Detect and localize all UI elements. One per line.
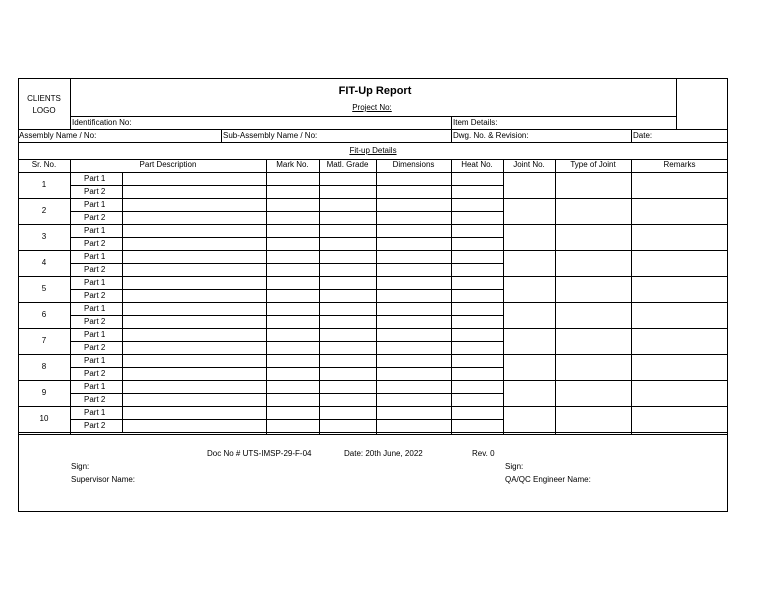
part-label: Part 2 — [84, 291, 106, 300]
assembly-name-label: Assembly Name / No: — [19, 131, 97, 140]
row-divider — [18, 328, 728, 329]
column-header-6: Joint No. — [513, 160, 545, 169]
assembly-row-top — [18, 129, 728, 130]
part-label: Part 1 — [84, 174, 106, 183]
project-number-label: Project No: — [352, 103, 392, 112]
part-description-divider — [122, 302, 123, 328]
part-separator — [70, 393, 503, 394]
part-label: Part 2 — [84, 343, 106, 352]
part-description-divider — [122, 328, 123, 354]
column-divider — [503, 159, 504, 434]
column-header-8: Remarks — [663, 160, 696, 169]
report-frame — [18, 78, 728, 512]
column-header-2: Mark No. — [276, 160, 309, 169]
part-label: Part 2 — [84, 239, 106, 248]
serial-number: 10 — [39, 414, 49, 423]
column-header-7: Type of Joint — [570, 160, 616, 169]
part-description-divider — [122, 354, 123, 380]
part-label: Part 1 — [84, 382, 106, 391]
document-number: Doc No # UTS-IMSP-29-F-04 — [207, 449, 312, 458]
part-label: Part 1 — [84, 278, 106, 287]
column-header-1: Part Description — [139, 160, 197, 169]
identification-row-top — [70, 116, 676, 117]
part-description-divider — [122, 172, 123, 198]
serial-number: 5 — [41, 284, 47, 293]
part-label: Part 1 — [84, 200, 106, 209]
serial-number: 3 — [41, 232, 47, 241]
subassembly-divider — [221, 129, 222, 142]
column-header-5: Heat No. — [461, 160, 493, 169]
fit-up-details-title: Fit-up Details — [349, 146, 397, 155]
part-label: Part 2 — [84, 317, 106, 326]
row-divider — [18, 224, 728, 225]
part-description-divider — [122, 198, 123, 224]
header-right-divider — [676, 79, 677, 129]
supervisor-sign-label: Sign: — [71, 462, 90, 471]
identification-number-label: Identification No: — [72, 118, 132, 127]
drawing-divider — [451, 129, 452, 142]
part-separator — [70, 263, 503, 264]
row-divider — [18, 354, 728, 355]
report-title: FIT-Up Report — [338, 85, 412, 97]
supervisor-name-label: Supervisor Name: — [71, 475, 136, 484]
section-row-top — [18, 142, 728, 143]
part-separator — [70, 367, 503, 368]
part-label: Part 2 — [84, 395, 106, 404]
part-separator — [70, 185, 503, 186]
part-description-divider — [122, 276, 123, 302]
row-divider — [18, 432, 728, 433]
part-label: Part 1 — [84, 226, 106, 235]
row-divider — [18, 276, 728, 277]
row-divider — [18, 406, 728, 407]
part-separator — [70, 237, 503, 238]
row-divider — [18, 198, 728, 199]
column-divider — [631, 159, 632, 434]
part-label: Part 2 — [84, 187, 106, 196]
serial-number: 1 — [41, 180, 47, 189]
serial-number: 8 — [41, 362, 47, 371]
revision-number: Rev. 0 — [472, 449, 495, 458]
part-description-divider — [122, 380, 123, 406]
column-header-4: Dimensions — [392, 160, 435, 169]
part-label: Part 2 — [84, 213, 106, 222]
qa-qc-engineer-name-label: QA/QC Engineer Name: — [505, 475, 591, 484]
item-details-label: Item Details: — [453, 118, 498, 127]
date-divider — [631, 129, 632, 142]
part-label: Part 1 — [84, 252, 106, 261]
document-date: Date: 20th June, 2022 — [344, 449, 423, 458]
part-separator — [70, 211, 503, 212]
column-divider — [555, 159, 556, 434]
serial-number: 4 — [41, 258, 47, 267]
part-label: Part 1 — [84, 356, 106, 365]
table-bottom-border — [18, 434, 728, 435]
column-header-3: Matl. Grade — [326, 160, 369, 169]
drawing-revision-label: Dwg. No. & Revision: — [453, 131, 529, 140]
part-description-divider — [122, 250, 123, 276]
part-separator — [70, 315, 503, 316]
part-label: Part 1 — [84, 330, 106, 339]
part-description-divider — [122, 224, 123, 250]
column-header-0: Sr. No. — [31, 160, 57, 169]
clients-logo-text: CLIENTS LOGO — [27, 94, 61, 115]
part-separator — [70, 289, 503, 290]
part-separator — [70, 419, 503, 420]
serial-number: 9 — [41, 388, 47, 397]
serial-number: 6 — [41, 310, 47, 319]
row-divider — [18, 250, 728, 251]
logo-divider — [70, 79, 71, 129]
date-label: Date: — [633, 131, 653, 140]
part-description-divider — [122, 406, 123, 432]
part-label: Part 2 — [84, 369, 106, 378]
part-label: Part 2 — [84, 265, 106, 274]
serial-number: 2 — [41, 206, 47, 215]
subassembly-name-label: Sub-Assembly Name / No: — [223, 131, 318, 140]
item-details-divider — [451, 116, 452, 129]
header-bottom-line — [18, 172, 728, 173]
serial-number: 7 — [41, 336, 47, 345]
part-separator — [70, 341, 503, 342]
qa-qc-sign-label: Sign: — [505, 462, 524, 471]
part-label: Part 1 — [84, 304, 106, 313]
row-divider — [18, 380, 728, 381]
part-label: Part 2 — [84, 421, 106, 430]
part-label: Part 1 — [84, 408, 106, 417]
row-divider — [18, 302, 728, 303]
